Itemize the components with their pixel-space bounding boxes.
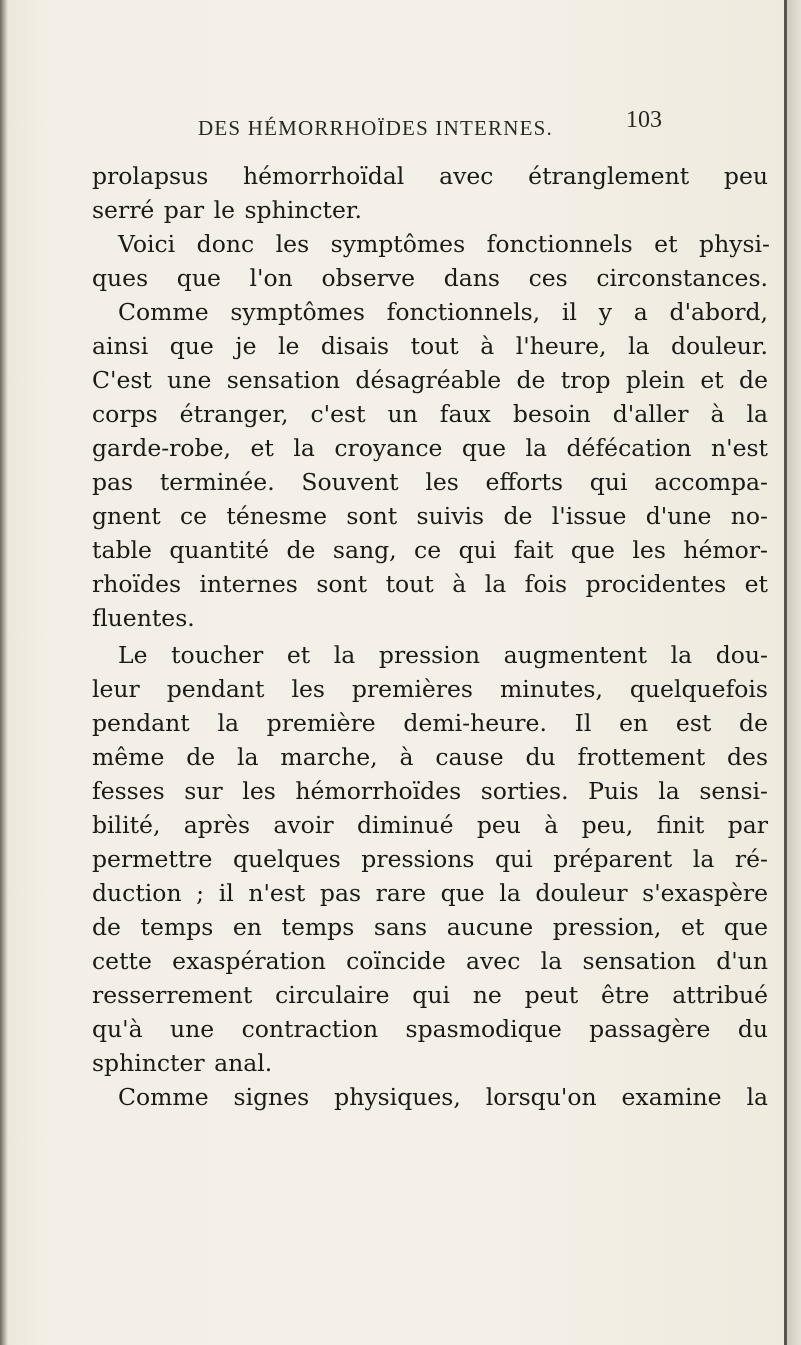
text-line: duction ; il n'est pas rare que la douleur s'exaspère [92,879,768,907]
text-line: ques que l'on observe dans ces circonstances. [92,264,768,292]
text-line: pas terminée. Souvent les efforts qui accompa- [92,468,768,496]
text-line: permettre quelques pressions qui préparent la ré- [92,845,768,873]
text-line: Comme symptômes fonctionnels, il y a d'abord, [118,298,768,326]
text-line: Voici donc les symptômes fonctionnels et physi- [118,230,770,258]
text-line: leur pendant les premières minutes, quelquefois [92,675,768,703]
text-line: corps étranger, c'est un faux besoin d'aller à la [92,400,768,428]
text-line: fesses sur les hémorrhoïdes sorties. Puis la sensi- [92,777,768,805]
text-line: de temps en temps sans aucune pression, et que [92,913,768,941]
text-line: rhoïdes internes sont tout à la fois procidentes et [92,570,768,598]
text-line: serré par le sphincter. [92,196,362,224]
text-line: C'est une sensation désagréable de trop plein et de [92,366,768,394]
text-line: prolapsus hémorrhoïdal avec étranglement peu [92,162,768,190]
text-line: ainsi que je le disais tout à l'heure, la douleur. [92,332,768,360]
text-line: gnent ce ténesme sont suivis de l'issue d'une no- [92,502,768,530]
text-line: même de la marche, à cause du frottement des [92,743,768,771]
text-line: table quantité de sang, ce qui fait que les hémor- [92,536,768,564]
text-line: qu'à une contraction spasmodique passagère du [92,1015,768,1043]
text-line: Comme signes physiques, lorsqu'on examine la [118,1083,768,1111]
page-number: 103 [626,107,662,133]
text-line: Le toucher et la pression augmentent la dou- [118,641,768,669]
chapter-title: DES HÉMORRHOÏDES INTERNES. [198,116,553,140]
text-line: fluentes. [92,604,195,632]
text-line: sphincter anal. [92,1049,273,1077]
text-line: bilité, après avoir diminué peu à peu, finit par [92,811,768,839]
text-line: resserrement circulaire qui ne peut être attribué [92,981,768,1009]
text-line: cette exaspération coïncide avec la sensation d'un [92,947,768,975]
text-line: garde-robe, et la croyance que la défécation n'est [92,434,768,462]
text-line: pendant la première demi-heure. Il en est de [92,709,768,737]
